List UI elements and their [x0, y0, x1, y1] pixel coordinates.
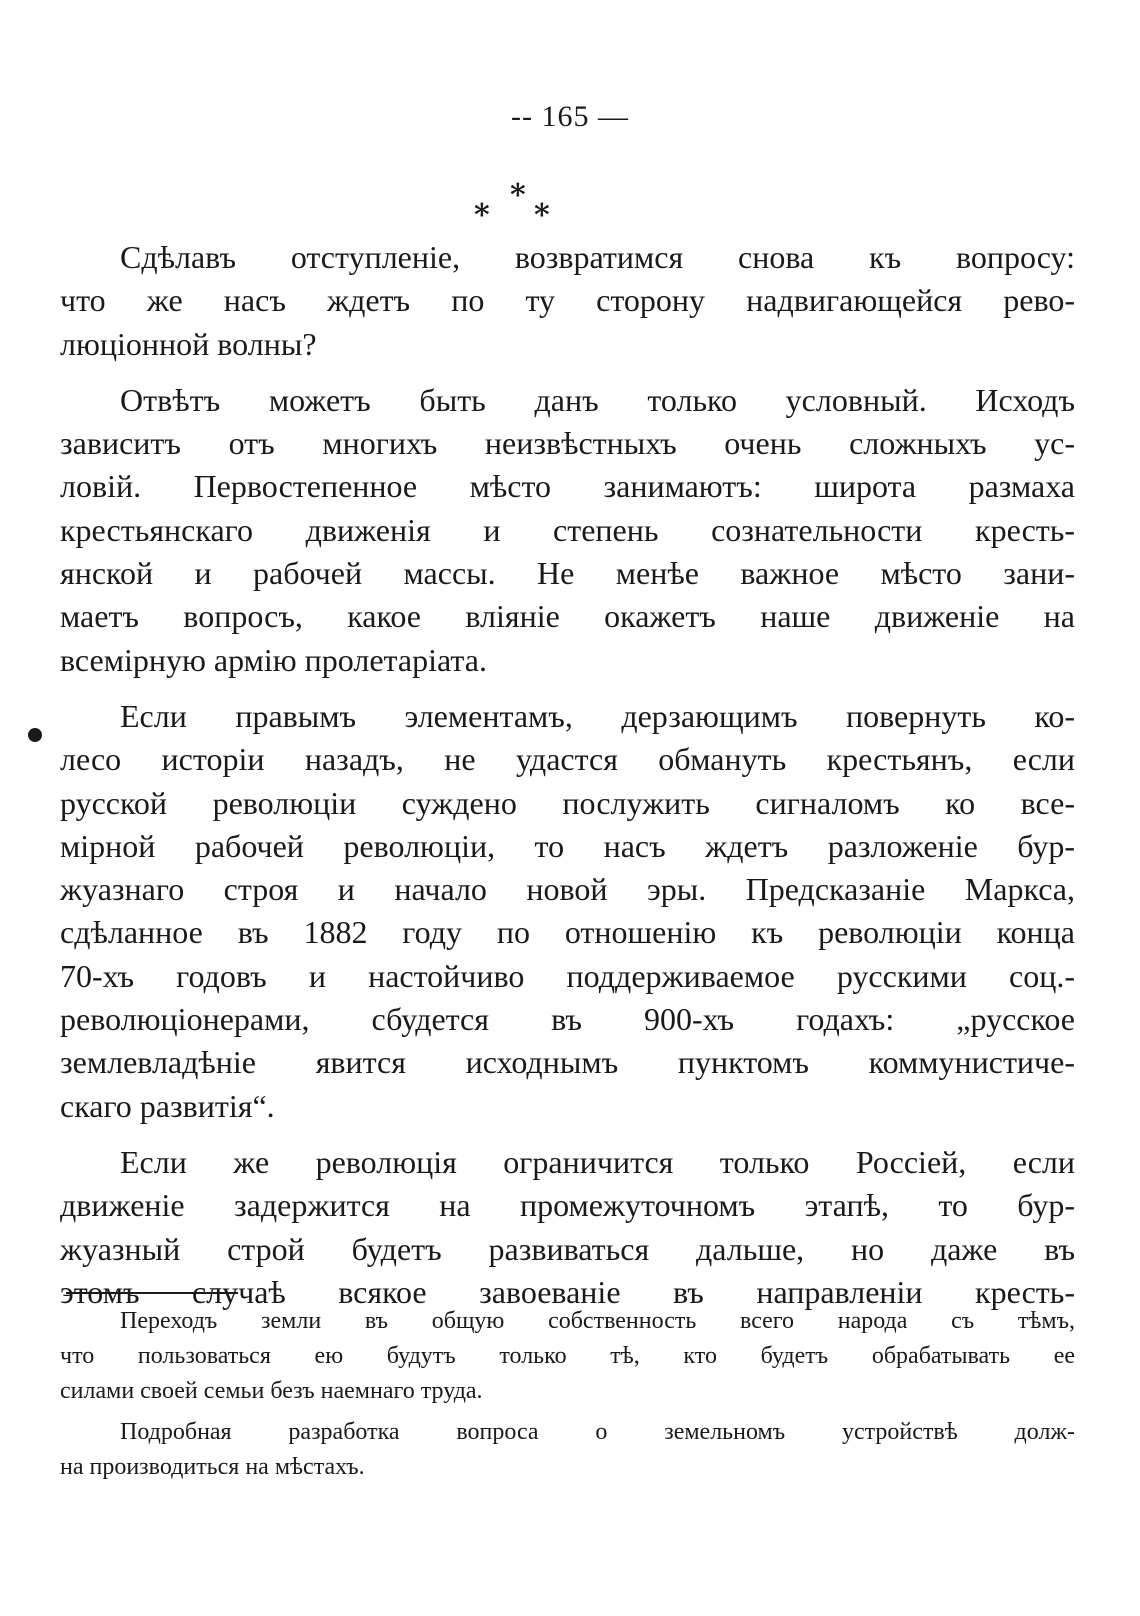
- text-line: маетъ вопросъ, какое вліяніе окажетъ наше движеніе на: [60, 598, 1075, 635]
- section-separator: [474, 178, 564, 233]
- text-line: жуазный строй будетъ развиваться дальше, но даже въ: [60, 1230, 1075, 1267]
- paragraph: [60, 379, 1075, 682]
- paragraph: [60, 236, 1075, 366]
- text-line: русской революціи суждено послужить сигналомъ ко все-: [60, 784, 1075, 821]
- footnote-line: на производиться на мѣстахъ.: [60, 1454, 365, 1480]
- text-line: зависитъ отъ многихъ неизвѣстныхъ очень сложныхъ ус-: [60, 425, 1075, 462]
- text-line: 70-хъ годовъ и настойчиво поддерживаемое русскими соц.-: [60, 957, 1075, 994]
- footnote-line: силами своей семьи безъ наемнаго труда.: [60, 1378, 483, 1404]
- page-number: -- 165 —: [511, 100, 629, 133]
- main-text: [60, 236, 1075, 1314]
- text-line: сдѣланное въ 1882 году по отношенію къ революціи конца: [60, 914, 1075, 951]
- text-line: люціонной волны?: [60, 325, 317, 362]
- paragraph: [60, 695, 1075, 1128]
- text-line: что же насъ ждетъ по ту сторону надвигающейся рево-: [60, 282, 1075, 319]
- text-line: землевладѣніе явится исходнымъ пунктомъ коммунистиче-: [60, 1044, 1075, 1081]
- text-line: Сдѣлавъ отступленіе, возвратимся снова къ вопросу:: [120, 239, 1075, 275]
- text-line: янской и рабочей массы. Не менѣе важное мѣсто зани-: [60, 555, 1075, 592]
- text-line: мірной рабочей революціи, то насъ ждетъ разложеніе бур-: [60, 827, 1075, 864]
- footnote-divider: [66, 1292, 238, 1294]
- footnote: [60, 1415, 1075, 1485]
- text-line: Если же революція ограничится только Россіей, если: [120, 1143, 1075, 1180]
- text-line: крестьянскаго движенія и степень сознательности кресть-: [60, 511, 1075, 548]
- asterisk: *: [534, 198, 550, 233]
- footnote-line: Переходъ земли въ общую собственность всего народа съ тѣмъ,: [120, 1308, 1075, 1334]
- text-line: ловій. Первостепенное мѣсто занимаютъ: широта размаха: [60, 468, 1075, 505]
- footnote-line: что пользоваться ею будутъ только тѣ, кто будетъ обрабатывать ее: [60, 1343, 1075, 1369]
- text-line: этомъ случаѣ всякое завоеваніе въ направленіи кресть-: [60, 1273, 1075, 1310]
- text-line: скаго развитія“.: [60, 1087, 275, 1124]
- text-line: Отвѣтъ можетъ быть данъ только условный. Исходъ: [120, 381, 1075, 418]
- asterisk: *: [474, 198, 490, 233]
- text-line: Если правымъ элементамъ, дерзающимъ повернуть ко-: [120, 697, 1075, 734]
- footnote-line: Подробная разработка вопроса о земельномъ устройствѣ долж-: [120, 1419, 1075, 1445]
- asterisk: *: [510, 178, 526, 213]
- footnote: [60, 1304, 1075, 1409]
- text-line: всемірную армію пролетаріата.: [60, 641, 487, 678]
- text-line: лесо исторіи назадъ, не удастся обмануть крестьянъ, если: [60, 741, 1075, 778]
- margin-mark: [28, 728, 42, 742]
- text-line: революціонерами, сбудется въ 900-хъ годахъ: „русское: [60, 1001, 1075, 1038]
- text-line: движеніе задержится на промежуточномъ этапѣ, то бур-: [60, 1187, 1075, 1224]
- paragraph: [60, 1141, 1075, 1314]
- footnotes: [60, 1304, 1075, 1491]
- text-line: жуазнаго строя и начало новой эры. Предсказаніе Маркса,: [60, 871, 1075, 908]
